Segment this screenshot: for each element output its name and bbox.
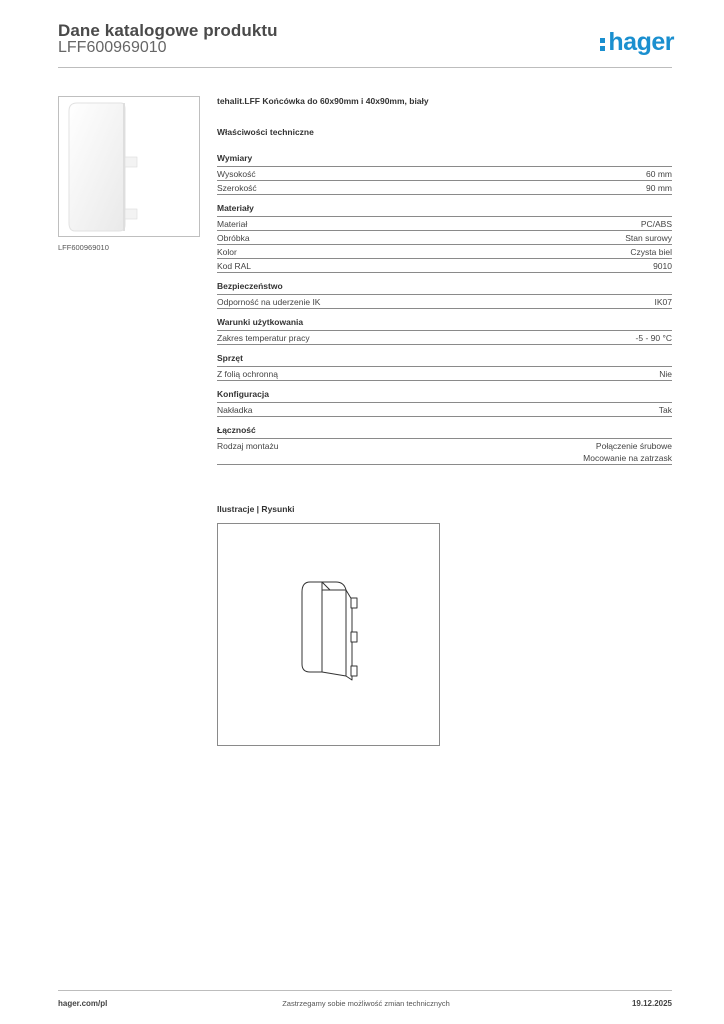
spec-value-line: PC/ABS [640,219,672,229]
spec-row [217,259,672,273]
product-reference: LFF600969010 [58,39,167,56]
spec-value [583,440,672,464]
spec-row [217,181,672,195]
product-name: tehalit.LFF Końcówka do 60x90mm i 40x90mm, biały [217,96,429,106]
spec-section-title: Łączność [217,424,672,439]
spec-label: Szerokość [217,183,257,193]
spec-label: Nakładka [217,405,253,415]
spec-label: Rodzaj montażu [217,441,279,451]
spec-value [641,218,672,230]
spec-label: Zakres temperatur pracy [217,333,310,343]
spec-value-line: IK07 [654,297,672,307]
spec-label: Wysokość [217,169,256,179]
spec-section-title: Wymiary [217,152,672,167]
technical-sections [217,152,672,465]
spec-row [217,295,672,309]
spec-label: Z folią ochronną [217,369,278,379]
spec-section [217,316,672,345]
spec-section-title: Materiały [217,202,672,217]
header-divider [58,67,672,68]
spec-value-line: 90 mm [646,183,672,193]
spec-row [217,403,672,417]
end-cap-photo-icon [59,97,199,236]
spec-section [217,424,672,465]
spec-label: Obróbka [217,233,250,243]
spec-row [217,167,672,181]
illustrations-heading: Ilustracje | Rysunki [217,504,295,514]
spec-value-line: Czysta biel [630,247,672,257]
illustration-frame [217,523,440,746]
page-title: Dane katalogowe produktu [58,21,278,40]
spec-value-line: Stan surowy [625,233,672,243]
spec-section-title: Konfiguracja [217,388,672,403]
spec-row [217,331,672,345]
spec-value [625,232,672,244]
logo-text: hager [608,28,674,56]
spec-value [646,182,672,194]
spec-value [655,296,673,308]
spec-row [217,245,672,259]
spec-section [217,280,672,309]
footer-date: 19.12.2025 [631,999,672,1008]
spec-section [217,388,672,417]
spec-value [653,260,672,272]
spec-value-line: -5 - 90 °C [635,333,672,343]
product-thumbnail [58,96,200,237]
spec-label: Materiał [217,219,248,229]
spec-section [217,202,672,273]
thumbnail-caption: LFF600969010 [58,243,109,252]
spec-label: Kod RAL [217,261,252,271]
end-cap-line-drawing-icon [218,524,439,745]
spec-value [636,332,672,344]
hager-logo [600,28,674,57]
spec-value [659,404,672,416]
spec-section-title: Warunki użytkowania [217,316,672,331]
spec-row [217,439,672,465]
spec-section-title: Bezpieczeństwo [217,280,672,295]
spec-row [217,231,672,245]
spec-value [659,368,672,380]
spec-label: Odporność na uderzenie IK [217,297,321,307]
spec-value [646,168,672,180]
spec-value-line: 9010 [653,261,672,271]
spec-row [217,217,672,231]
spec-value-line: 60 mm [646,169,672,179]
product-details [217,96,672,472]
logo-dots-icon [600,34,606,52]
spec-label: Kolor [217,247,237,257]
spec-section-title: Sprzęt [217,352,672,367]
footer-disclaimer: Zastrzegamy sobie możliwość zmian technicznych [282,999,450,1008]
spec-value-line: Tak [658,405,672,415]
spec-section [217,152,672,195]
spec-value [630,246,672,258]
technical-heading: Właściwości techniczne [217,127,314,137]
spec-section [217,352,672,381]
spec-row [217,367,672,381]
footer-website-link[interactable]: hager.com/pl [58,999,108,1008]
footer-divider [58,990,672,991]
spec-value-line: Połączenie śrubowe [595,441,672,451]
spec-value-line: Nie [659,369,672,379]
spec-value-line: Mocowanie na zatrzask [583,453,672,463]
